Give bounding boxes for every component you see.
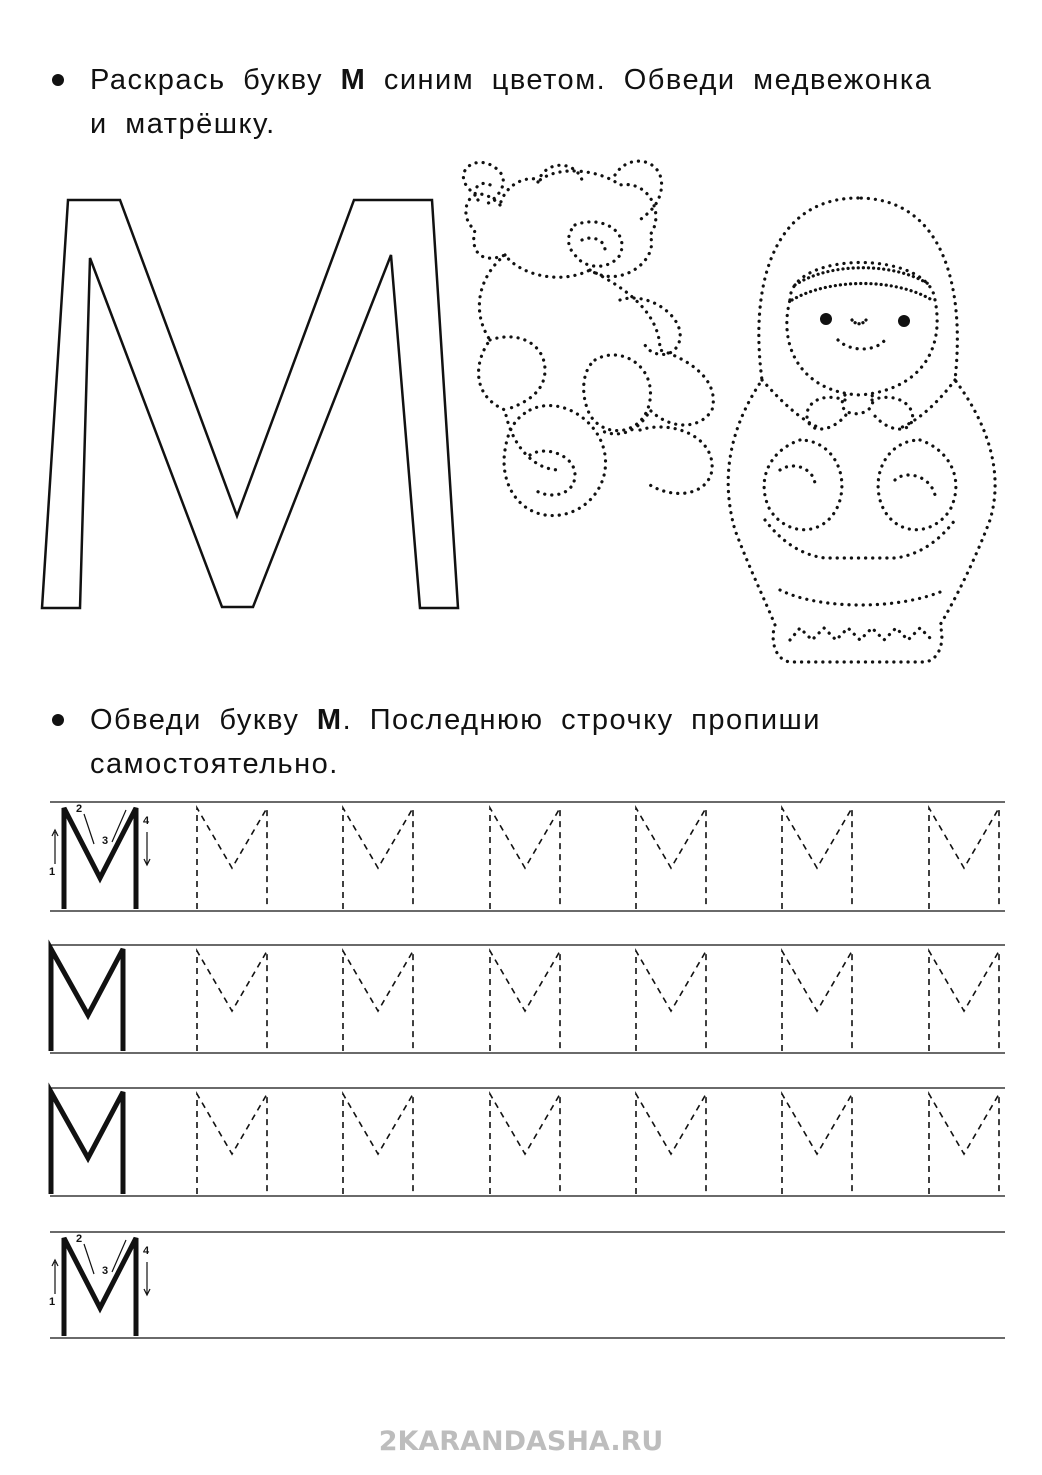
dashed-letter-m	[782, 808, 852, 909]
stroke-number: 2	[76, 1233, 83, 1245]
instruction-2-line-1: Обведи букву М. Последнюю строчку пропиши	[90, 704, 821, 736]
instruction-1-line-1: Раскрась букву М синим цветом. Обведи медвежонка	[90, 64, 933, 96]
dashed-letter-m	[929, 808, 999, 909]
model-letter-m	[64, 1238, 136, 1336]
watermark: 2KARANDASHA.RU	[378, 1426, 664, 1457]
stroke-number: 3	[102, 835, 109, 847]
dashed-letter-m	[343, 1094, 413, 1194]
stroke-number: 1	[49, 1296, 56, 1308]
model-letter-m	[51, 1092, 123, 1194]
model-letter-m	[64, 808, 136, 909]
dashed-letter-m	[782, 951, 852, 1051]
dashed-letter-m	[197, 951, 267, 1051]
letter-highlight: М	[316, 704, 343, 736]
instruction-1-line-2: и матрёшку.	[90, 108, 276, 140]
dashed-letter-m	[636, 1094, 706, 1194]
dashed-letter-m	[636, 951, 706, 1051]
dashed-letter-m	[782, 1094, 852, 1194]
dashed-letter-m	[197, 808, 267, 909]
dashed-letter-m	[490, 808, 560, 909]
instruction-2-line-2: самостоятельно.	[90, 748, 339, 780]
dashed-letter-m	[636, 808, 706, 909]
dashed-letter-m	[929, 1094, 999, 1194]
dashed-letter-m	[929, 951, 999, 1051]
dashed-letter-m	[490, 951, 560, 1051]
dashed-letter-m	[343, 951, 413, 1051]
letter-highlight: М	[340, 64, 367, 96]
dashed-letter-m	[490, 1094, 560, 1194]
arrow-2	[84, 814, 94, 844]
dashed-letter-m	[197, 1094, 267, 1194]
model-letter-m	[51, 949, 123, 1051]
stroke-number: 1	[49, 866, 56, 878]
dashed-letter-m	[343, 808, 413, 909]
stroke-number: 3	[102, 1265, 109, 1277]
stroke-number: 2	[76, 803, 83, 815]
stroke-number: 4	[143, 1245, 150, 1257]
arrow-2	[84, 1244, 94, 1274]
stroke-number: 4	[143, 815, 150, 827]
